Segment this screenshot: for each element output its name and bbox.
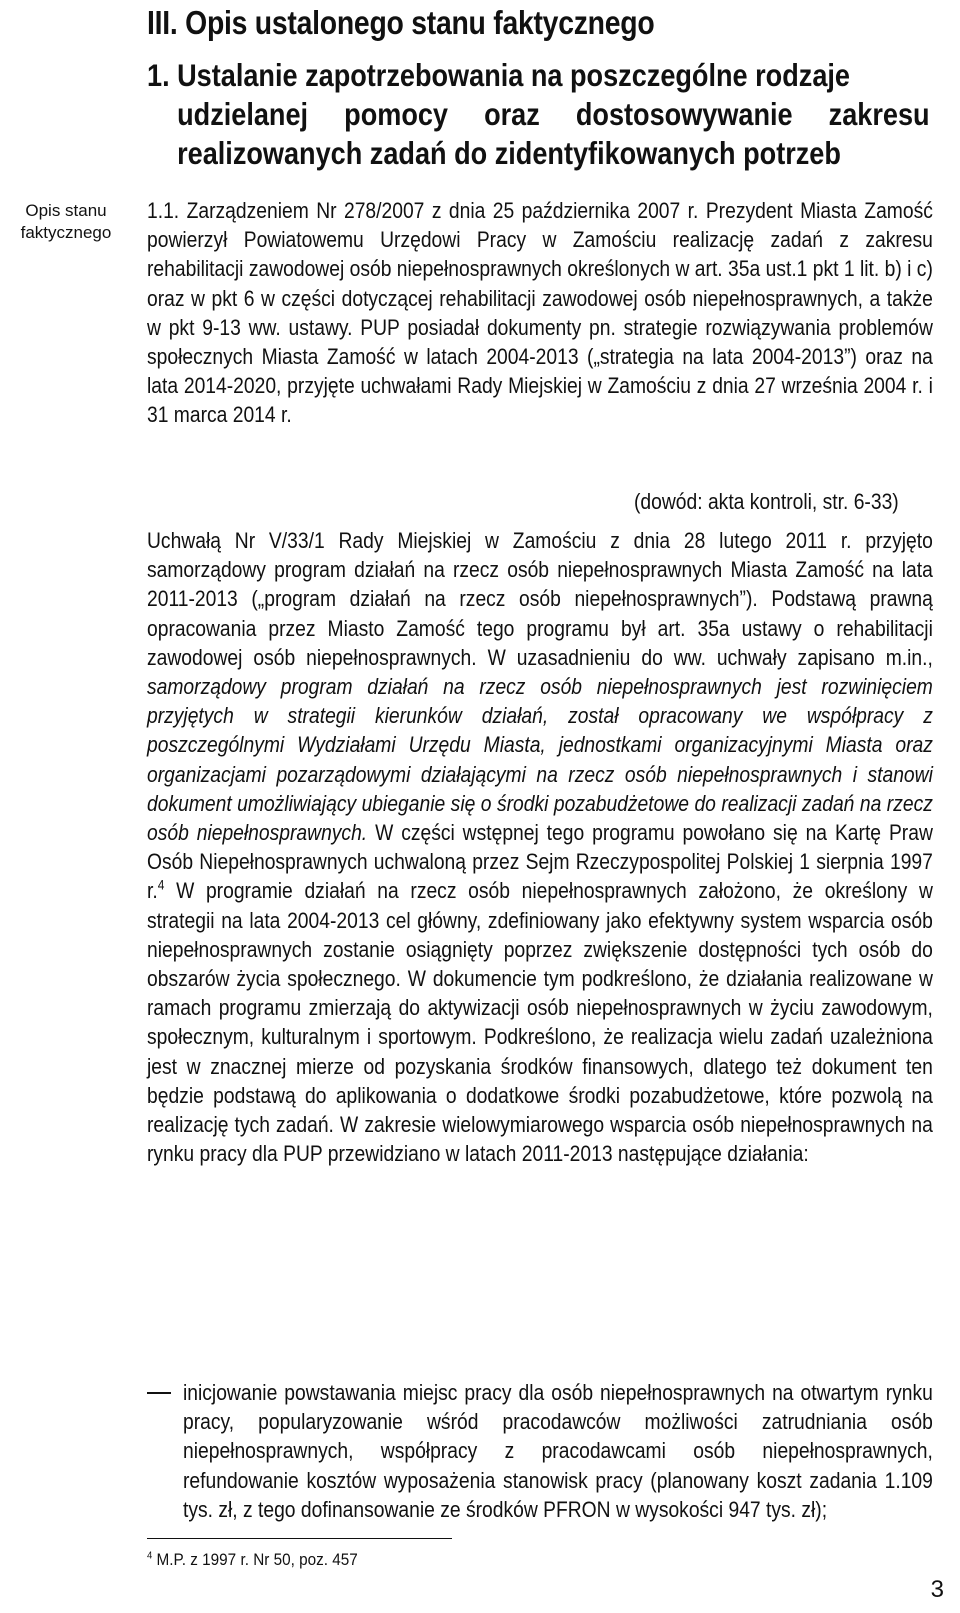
paragraph-2-quote: samorządowy program działań na rzecz osób niepełnosprawnych jest rozwinięciem przyjętych w strategii kierunków działań, został opracowany we współpracy z poszczególnymi Wydziałami Urzędu Miasta, jednostkami organizacyjnymi Miasta oraz organizacjami pozarządowymi działającymi na rzecz osób niepełnosprawnych i stanowi dokument umożliwiający ubieganie się o środki pozabudżetowe do realizacji zadań na rzecz osób niepełnosprawnych. bbox=[147, 674, 933, 846]
list-item-text: inicjowanie powstawania miejsc pracy dla osób niepełnosprawnych na otwartym rynku pracy, popularyzowanie wśród pracodawców możliwości zatrudniania osób niepełnosprawnych, współpracy z pracodawcami osób niepełnosprawnych, refundowanie kosztów wyposażenia stanowisk pracy (planowany koszt zadania 1.109 tys. zł, z tego dofinansowanie ze środków PFRON w wysokości 947 tys. zł); bbox=[182, 1380, 933, 1522]
subsection-title-line1: Ustalanie zapotrzebowania na poszczególne rodzaje bbox=[177, 57, 850, 93]
footnote-divider bbox=[147, 1538, 452, 1539]
list-item bbox=[147, 1378, 933, 1524]
footnote-text: M.P. z 1997 r. Nr 50, poz. 457 bbox=[152, 1550, 358, 1569]
footnote bbox=[147, 1549, 358, 1571]
footnote-reference: 4 bbox=[157, 876, 165, 893]
dash-bullet-icon bbox=[147, 1392, 171, 1394]
page-number: 3 bbox=[930, 1576, 944, 1603]
paragraph-2-part-2: W części wstępnej tego programu powołano się na Kartę Praw Osób Niepełnosprawnych uchwaloną przez Sejm Rzeczypospolitej Polskiej 1 sierpnia 1997 r. bbox=[147, 820, 933, 904]
actions-list bbox=[147, 1378, 933, 1524]
paragraph-2 bbox=[147, 526, 933, 1168]
subsection-title-rest: udzielanej pomocy oraz dostosowywanie zakresu realizowanych zadań do zidentyfikowanych potrzeb bbox=[177, 96, 930, 171]
paragraph-2-part-3: W programie działań na rzecz osób niepełnosprawnych założono, że określony w strategii na lata 2004-2013 cel główny, zdefiniowany jako efektywny system wsparcia osób niepełnosprawnych zostanie osiągnięty poprzez zwiększenie dostępności tych osób do obszarów życia społecznego. W dokumencie tym podkreślono, że działania realizowane w ramach programu zmierzają do aktywizacji osób niepełnosprawnych w życiu zawodowym, społecznym, kulturalnym i sportowym. Podkreślono, że realizacja wielu zadań uzależniona jest w znacznej mierze od pozyskania środków finansowych, dlatego też dokument ten będzie podstawą do aplikowania o dodatkowe środki pozabudżetowe, które pozwolą na realizację tych zadań. W zakresie wielowymiarowego wsparcia osób niepełnosprawnych na rynku pracy dla PUP przewidziano w latach 2011-2013 następujące działania: bbox=[147, 878, 933, 1167]
subsection-number: 1. bbox=[147, 57, 170, 93]
paragraph-1: 1.1. Zarządzeniem Nr 278/2007 z dnia 25 października 2007 r. Prezydent Miasta Zamość powierzył Powiatowemu Urzędowi Pracy w Zamościu realizację zadań z zakresu rehabilitacji zawodowej osób niepełnosprawnych określonych w art. 35a ust.1 pkt 1 lit. b) i c) oraz w pkt 6 w części dotyczącej rehabilitacji zawodowej osób niepełnosprawnych, a także w pkt 9-13 ww. ustawy. PUP posiadał dokumenty pn. strategie rozwiązywania problemów społecznych Miasta Zamość w latach 2004-2013 („strategia na lata 2004-2013”) oraz na lata 2014-2020, przyjęte uchwałami Rady Miejskiej w Zamościu z dnia 27 września 2004 r. i 31 marca 2014 r. bbox=[147, 198, 933, 428]
subsection-title bbox=[147, 56, 930, 173]
footnote-number: 4 bbox=[147, 1549, 153, 1562]
evidence-note: (dowód: akta kontroli, str. 6-33) bbox=[634, 489, 899, 514]
paragraph-2-part-1: Uchwałą Nr V/33/1 Rady Miejskiej w Zamościu z dnia 28 lutego 2011 r. przyjęto samorządowy program działań na rzecz osób niepełnosprawnych Miasta Zamość na lata 2011-2013 („program działań na rzecz osób niepełnosprawnych”). Podstawą prawną opracowania przez Miasto Zamość tego programu był art. 35a ustawy o rehabilitacji zawodowej osób niepełnosprawnych. W uzasadnieniu do ww. uchwały zapisano m.in., bbox=[147, 528, 933, 670]
section-title: III. Opis ustalonego stanu faktycznego bbox=[147, 4, 655, 41]
sidebar-label: Opis stanu faktycznego bbox=[20, 201, 112, 242]
